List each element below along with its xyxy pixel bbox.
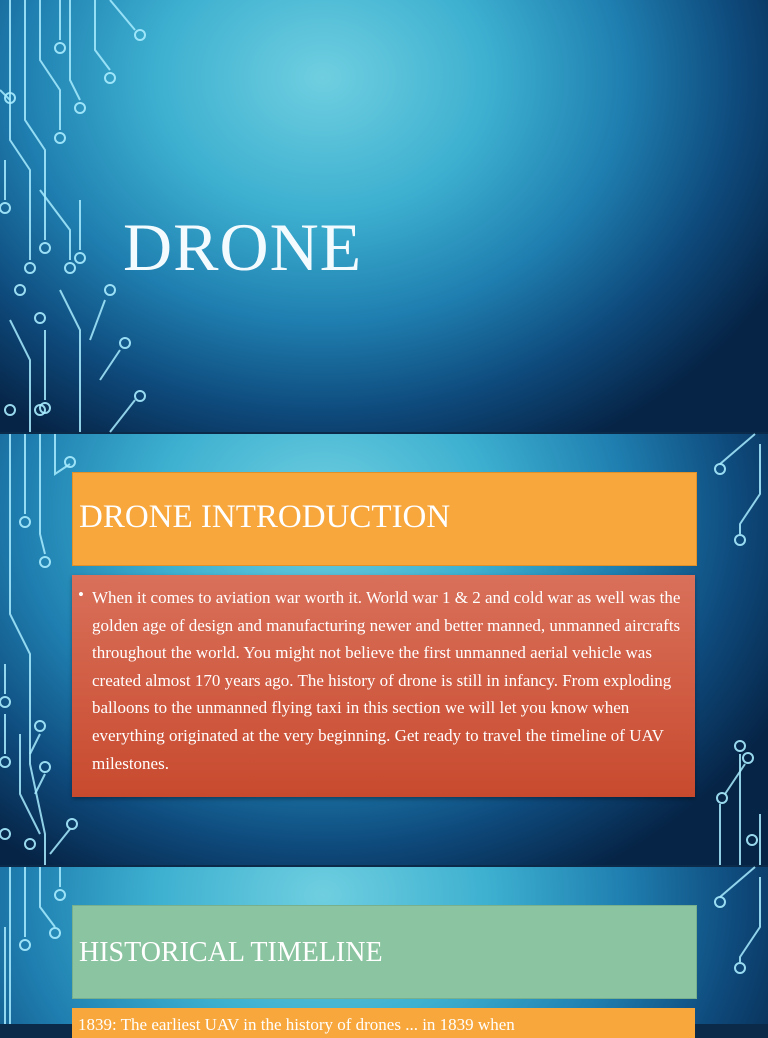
- slide-title-text: DRONE: [123, 209, 363, 285]
- section-header-text: HISTORICAL TIMELINE: [79, 937, 383, 968]
- slide-introduction: [0, 434, 768, 865]
- section-header-box: [72, 905, 697, 999]
- content-box: [72, 575, 695, 797]
- content-paragraph: When it comes to aviation war worth it. World war 1 & 2 and cold war as well was the golden age of design and manufacturing newer and better manned, unmanned aircrafts throughout the world. You might not believe the first unmanned aerial vehicle was created almost 170 years ago. The history of drone is still in infancy. From exploding balloons to the unmanned flying taxi in this section we will let you know when everything originated at the very beginning. Get ready to travel the timeline of UAV milestones.: [92, 588, 681, 773]
- slide-title: [0, 0, 768, 432]
- content-paragraph-partial: 1839: The earliest UAV in the history of drones ... in 1839 when: [78, 1015, 515, 1034]
- circuit-decoration-icon: [0, 0, 768, 432]
- section-header-text: DRONE INTRODUCTION: [79, 499, 451, 535]
- content-box-partial: [72, 1008, 695, 1038]
- slide-timeline: [0, 867, 768, 1034]
- section-header-box: [72, 472, 697, 566]
- bullet-icon: •: [78, 585, 84, 604]
